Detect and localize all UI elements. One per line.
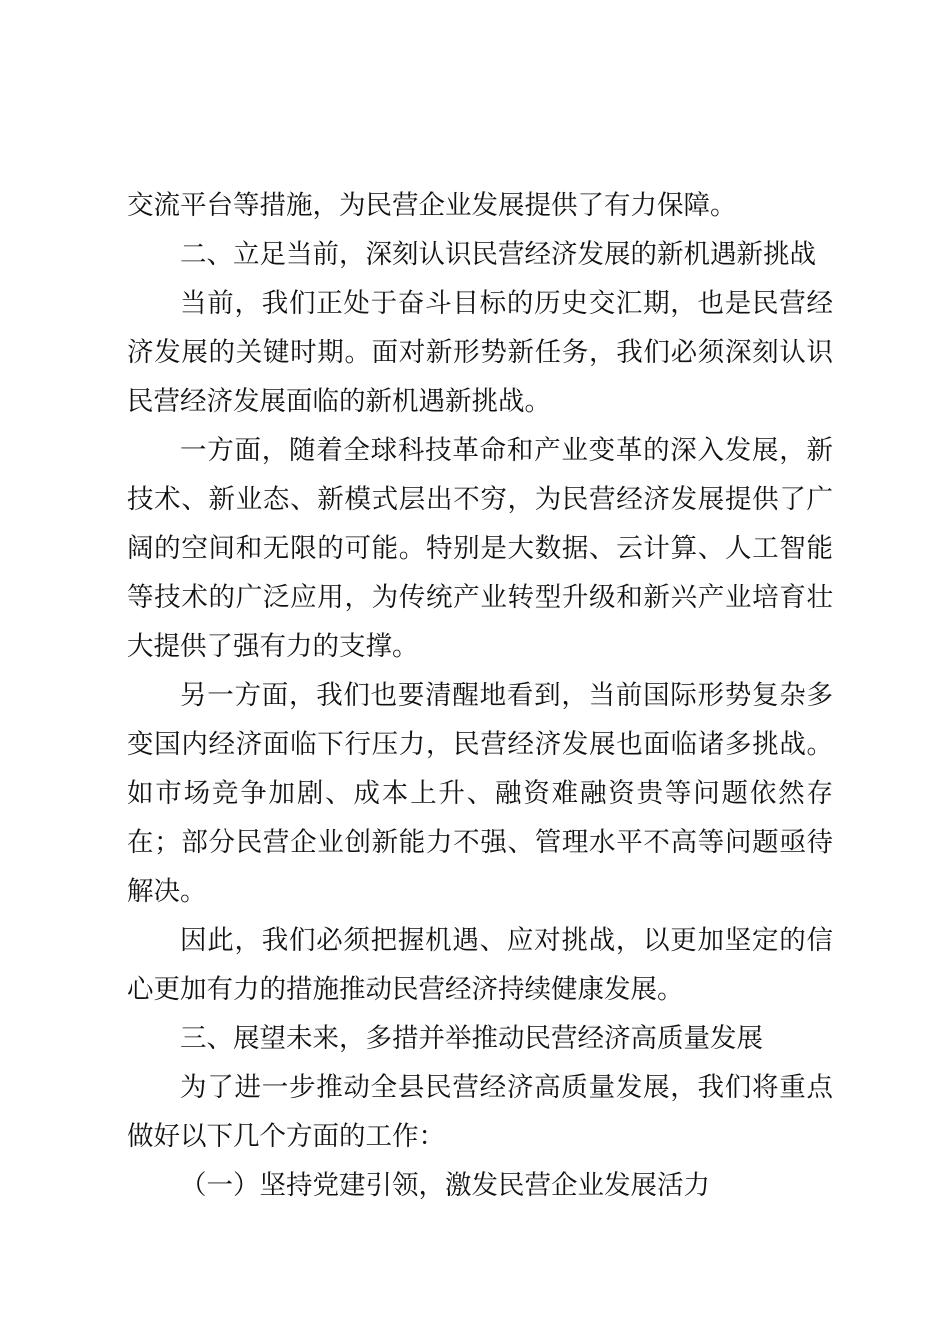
- paragraph-conclusion: 因此，我们必须把握机遇、应对挑战，以更加坚定的信心更加有力的措施推动民营经济持续健康发展。: [127, 925, 833, 1005]
- paragraph-challenges: 另一方面，我们也要清醒地看到，当前国际形势复杂多变国内经济面临下行压力，民营经济发展也面临诸多挑战。如市场竞争加剧、成本上升、融资难融资贵等问题依然存在；部分民营企业创新能力不强、管理水平不高等问题亟待解决。: [127, 680, 833, 907]
- paragraph-work-plan: 为了进一步推动全县民营经济高质量发展，我们将重点做好以下几个方面的工作：: [127, 1072, 833, 1152]
- paragraph-current-period: 当前，我们正处于奋斗目标的历史交汇期，也是民营经济发展的关键时期。面对新形势新任务，我们必须深刻认识民营经济发展面临的新机遇新挑战。: [127, 288, 833, 417]
- section-heading-3: 三、展望未来，多措并举推动民营经济高质量发展: [180, 1023, 763, 1054]
- section-heading-2: 二、立足当前，深刻认识民营经济发展的新机遇新挑战: [180, 239, 816, 270]
- document-body: [127, 181, 833, 1210]
- paragraph-opportunities: 一方面，随着全球科技革命和产业变革的深入发展，新技术、新业态、新模式层出不穷，为民营经济发展提供了广阔的空间和无限的可能。特别是大数据、云计算、人工智能等技术的广泛应用，为传统产业转型升级和新兴产业培育壮大提供了强有力的支撑。: [127, 435, 833, 662]
- subsection-heading-1: （一）坚持党建引领，激发民营企业发展活力: [180, 1170, 710, 1201]
- paragraph-continuation: 交流平台等措施，为民营企业发展提供了有力保障。: [127, 190, 737, 221]
